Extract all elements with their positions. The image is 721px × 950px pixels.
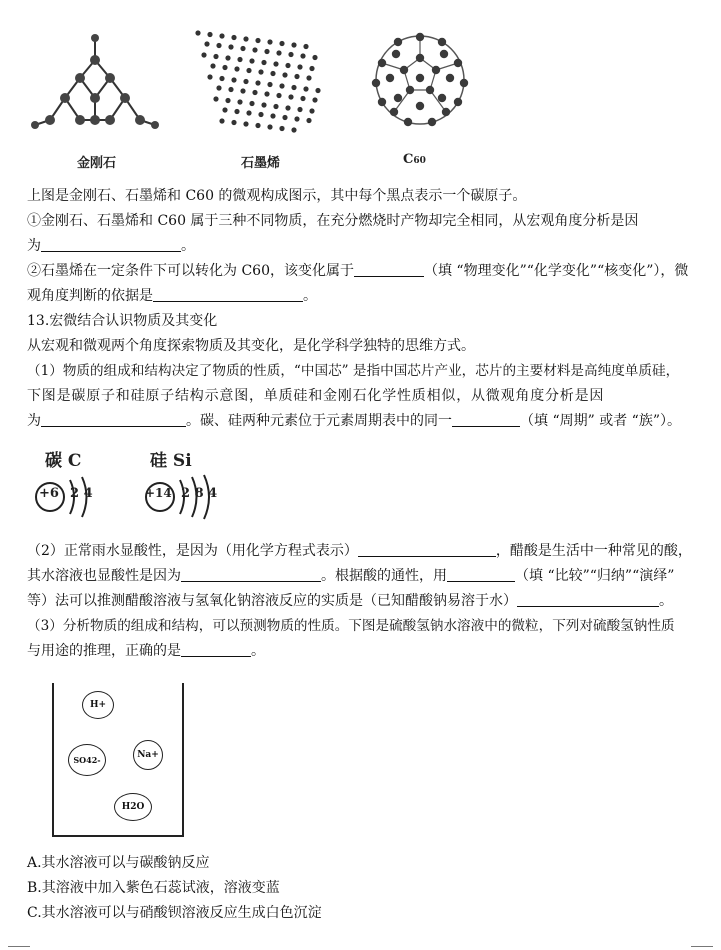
page-corner-mark-right xyxy=(691,946,713,947)
answer-blank-3[interactable] xyxy=(153,287,303,302)
answer-blank-1[interactable] xyxy=(41,237,181,252)
graphene-label: 石墨烯 xyxy=(241,156,281,171)
text-line-13: 等）法可以推测醋酸溶液与氢氧化钠溶液反应的实质是（已知醋酸钠易溶于水） 。 xyxy=(27,593,673,609)
carbon-shells: 2 4 xyxy=(70,486,93,501)
text-line-10: 为 。碳、硅两种元素位于元素周期表中的同一 （填 “周期” 或者 “族”）。 xyxy=(27,413,681,429)
silicon-nucleus: +14 xyxy=(145,486,172,500)
option-b[interactable]: B.其溶液中加入紫色石蕊试液，溶液变蓝 xyxy=(27,880,280,896)
h-ion: H+ xyxy=(82,691,114,719)
text-line-8: （1）物质的组成和结构决定了物质的性质，“中国芯” 是指中国芯片产业，芯片的主要材料是高纯度单质硅， xyxy=(27,363,680,379)
water-molecule: H2O xyxy=(114,793,152,821)
c60-label: C60 xyxy=(403,152,426,167)
carbon-nucleus: +6 xyxy=(39,486,59,501)
text-line-7: 从宏观和微观两个角度探索物质及其变化，是化学科学独特的思维方式。 xyxy=(27,338,475,354)
silicon-shells: 2 8 4 xyxy=(181,486,218,501)
answer-blank-9[interactable] xyxy=(517,592,659,607)
silicon-label: 硅 Si xyxy=(150,451,192,471)
answer-blank-7[interactable] xyxy=(181,567,321,582)
answer-blank-5[interactable] xyxy=(452,412,520,427)
answer-blank-4[interactable] xyxy=(41,412,186,427)
text-line-5: 观角度判断的依据是 。 xyxy=(27,288,317,304)
question-13-title: 13.宏微结合认识物质及其变化 xyxy=(27,313,218,329)
text-line-9: 下图是碳原子和硅原子结构示意图，单质硅和金刚石化学性质相似，从微观角度分析是因 xyxy=(27,388,605,404)
answer-blank-6[interactable] xyxy=(358,542,496,557)
text-line-12: 其水溶液也显酸性是因为 。根据酸的通性，用 （填 “比较”“归纳”“演绎” xyxy=(27,568,675,584)
diamond-label: 金刚石 xyxy=(77,156,117,171)
graphene-structure-figure xyxy=(190,25,325,135)
option-a[interactable]: A.其水溶液可以与碳酸钠反应 xyxy=(27,855,210,871)
text-line-3: 为 。 xyxy=(27,238,195,254)
option-c[interactable]: C.其水溶液可以与硝酸钡溶液反应生成白色沉淀 xyxy=(27,905,322,921)
answer-blank-8[interactable] xyxy=(447,567,515,582)
text-line-15: 与用途的推理，正确的是 。 xyxy=(27,643,265,659)
na-ion: Na+ xyxy=(133,740,163,770)
page-corner-mark-left xyxy=(8,946,30,947)
c60-structure-figure xyxy=(368,28,473,133)
diamond-structure-figure xyxy=(25,30,165,145)
text-line-11: （2）正常雨水显酸性，是因为（用化学方程式表示） ，醋酸是生活中一种常见的酸， xyxy=(27,543,692,559)
text-line-4: ②石墨烯在一定条件下可以转化为 C60，该变化属于 （填 “物理变化”“化学变化”“核变化”），微 xyxy=(27,263,689,279)
text-line-1: 上图是金刚石、石墨烯和 C60 的微观构成图示，其中每个黑点表示一个碳原子。 xyxy=(27,188,527,204)
text-line-2: ①金刚石、石墨烯和 C60 属于三种不同物质，在充分燃烧时产物却完全相同，从宏观角度分析是因 xyxy=(27,213,639,229)
text-line-14: （3）分析物质的组成和结构，可以预测物质的性质。下图是硫酸氢钠水溶液中的微粒，下列对硫酸氢钠性质 xyxy=(27,618,675,634)
answer-blank-10[interactable] xyxy=(181,642,251,657)
carbon-label: 碳 C xyxy=(45,451,82,471)
answer-blank-2[interactable] xyxy=(354,262,424,277)
sulfate-ion: SO42- xyxy=(68,744,106,776)
